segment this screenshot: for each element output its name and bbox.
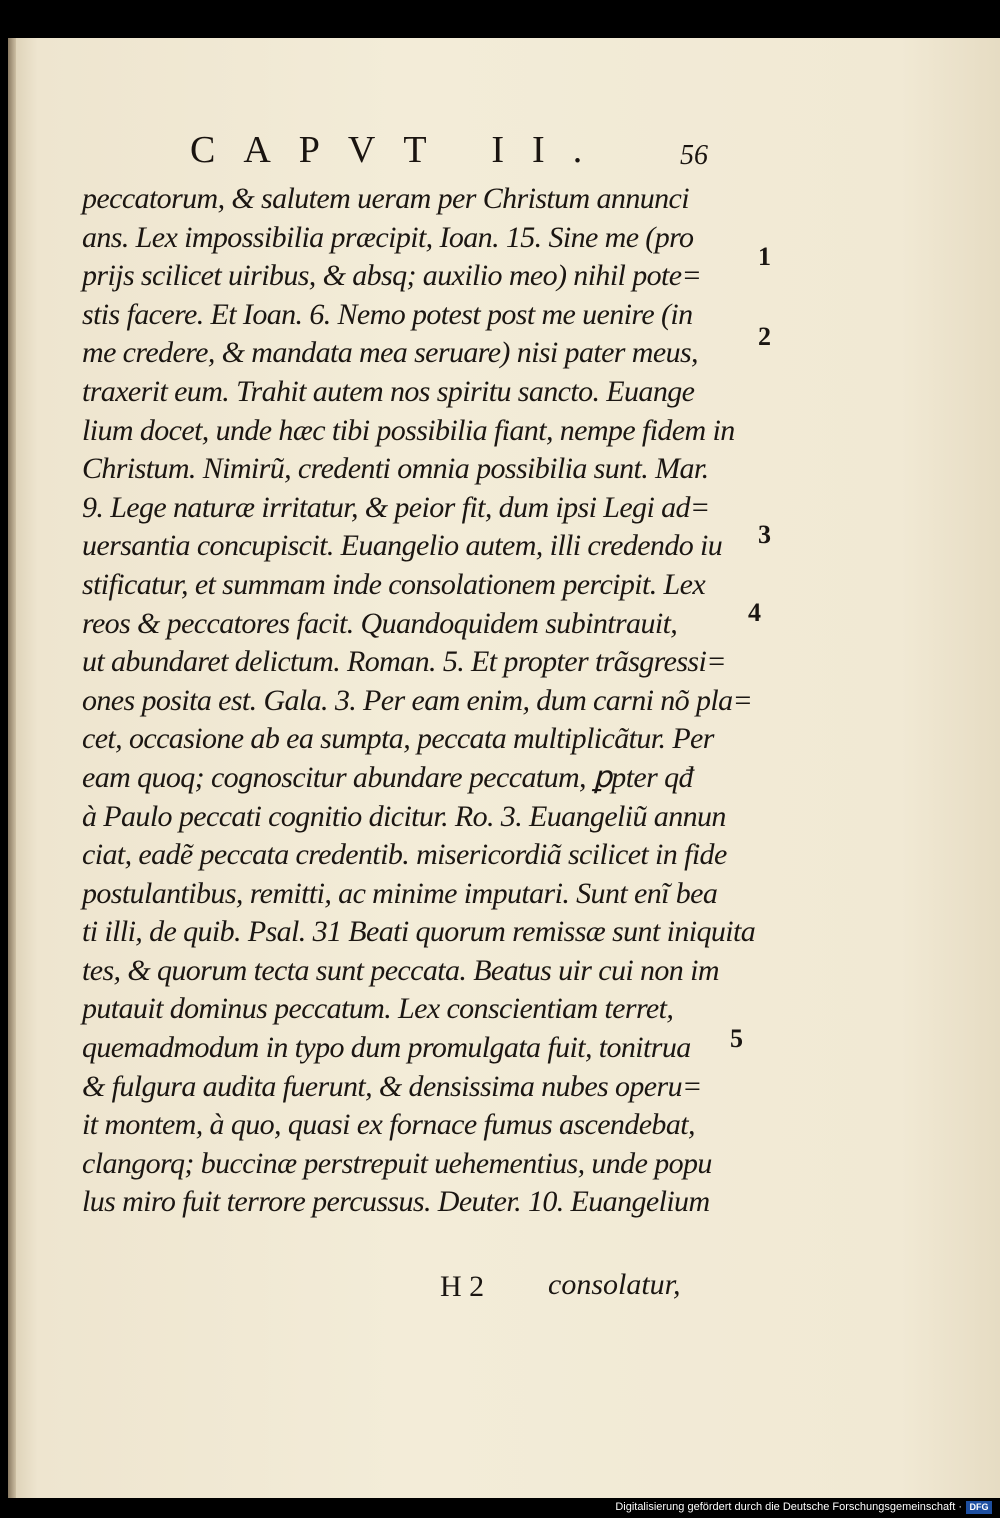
text-line: it montem, à quo, quasi ex fornace fumus ascendebat, xyxy=(82,1108,695,1142)
text-line: clangorq; buccinæ perstrepuit uehementius, unde popu xyxy=(82,1146,712,1180)
text-line: ut abundaret delictum. Roman. 5. Et propter trãsgressi= xyxy=(82,645,726,679)
margin-note-4: 4 xyxy=(748,598,761,627)
text-line: cet, occasione ab ea sumpta, peccata multiplicãtur. Per xyxy=(82,722,714,756)
page-gutter-edge xyxy=(8,38,16,1498)
running-head: CAPVT II. xyxy=(190,129,611,171)
text-line: ti illi, de quib. Psal. 31 Beati quorum remissæ sunt iniquita xyxy=(82,915,756,949)
text-line: & fulgura audita fuerunt, & densissima nubes operu= xyxy=(82,1069,702,1103)
text-line: à Paulo peccati cognitio dicitur. Ro. 3. Euangeliũ annun xyxy=(82,799,726,833)
text-line: peccatorum, & salutem ueram per Christum annunci xyxy=(82,182,689,215)
text-line: ciat, eadẽ peccata credentib. misericordiã scilicet in fide xyxy=(82,838,727,872)
page-number: 56 xyxy=(680,140,708,171)
margin-note-3: 3 xyxy=(758,520,771,549)
text-line: Christum. Nimirũ, credenti omnia possibilia sunt. Mar. xyxy=(82,452,709,486)
text-line: uersantia concupiscit. Euangelio autem, illi credendo iu xyxy=(82,529,723,563)
text-line: traxerit eum. Trahit autem nos spiritu sancto. Euange xyxy=(82,374,695,408)
margin-note-1: 1 xyxy=(758,242,771,271)
text-line: quemadmodum in typo dum promulgata fuit, tonitrua xyxy=(82,1031,691,1065)
body-text xyxy=(82,180,756,1222)
text-line: eam quoq; cognoscitur abundare peccatum, ꝑpter qđ xyxy=(82,760,693,794)
dfg-logo: DFG xyxy=(966,1501,992,1514)
text-line: putauit dominus peccatum. Lex conscientiam terret, xyxy=(82,992,674,1026)
text-line: lium docet, unde hæc tibi possibilia fiant, nempe fidem in xyxy=(82,413,735,447)
text-line: me credere, & mandata mea seruare) nisi pater meus, xyxy=(82,336,698,370)
text-line: postulantibus, remitti, ac minime imputari. Sunt enĩ bea xyxy=(82,876,718,910)
margin-note-2: 2 xyxy=(758,322,771,351)
footer-bar xyxy=(0,1498,1000,1518)
catchword: consolatur, xyxy=(548,1268,681,1301)
text-line: stis facere. Et Ioan. 6. Nemo potest post me uenire (in xyxy=(82,297,693,331)
text-line: tes, & quorum tecta sunt peccata. Beatus uir cui non im xyxy=(82,953,719,987)
text-line: prijs scilicet uiribus, & absq; auxilio meo) nihil pote= xyxy=(82,259,702,293)
text-line: ones posita est. Gala. 3. Per eam enim, dum carni nõ pla= xyxy=(82,683,753,717)
signature-mark: H 2 xyxy=(440,1270,485,1303)
margin-note-5: 5 xyxy=(730,1024,743,1053)
text-line: stificatur, et summam inde consolationem percipit. Lex xyxy=(82,567,706,601)
text-line: reos & peccatores facit. Quandoquidem subintrauit, xyxy=(82,606,678,640)
text-line: lus miro fuit terrore percussus. Deuter. 10. Euangelium xyxy=(82,1185,710,1219)
text-line: ans. Lex impossibilia præcipit, Ioan. 15. Sine me (pro xyxy=(82,220,694,254)
funding-credit: Digitalisierung gefördert durch die Deutsche Forschungsgemeinschaft · xyxy=(615,1501,962,1513)
text-line: 9. Lege naturæ irritatur, & peior fit, dum ipsi Legi ad= xyxy=(82,490,710,524)
